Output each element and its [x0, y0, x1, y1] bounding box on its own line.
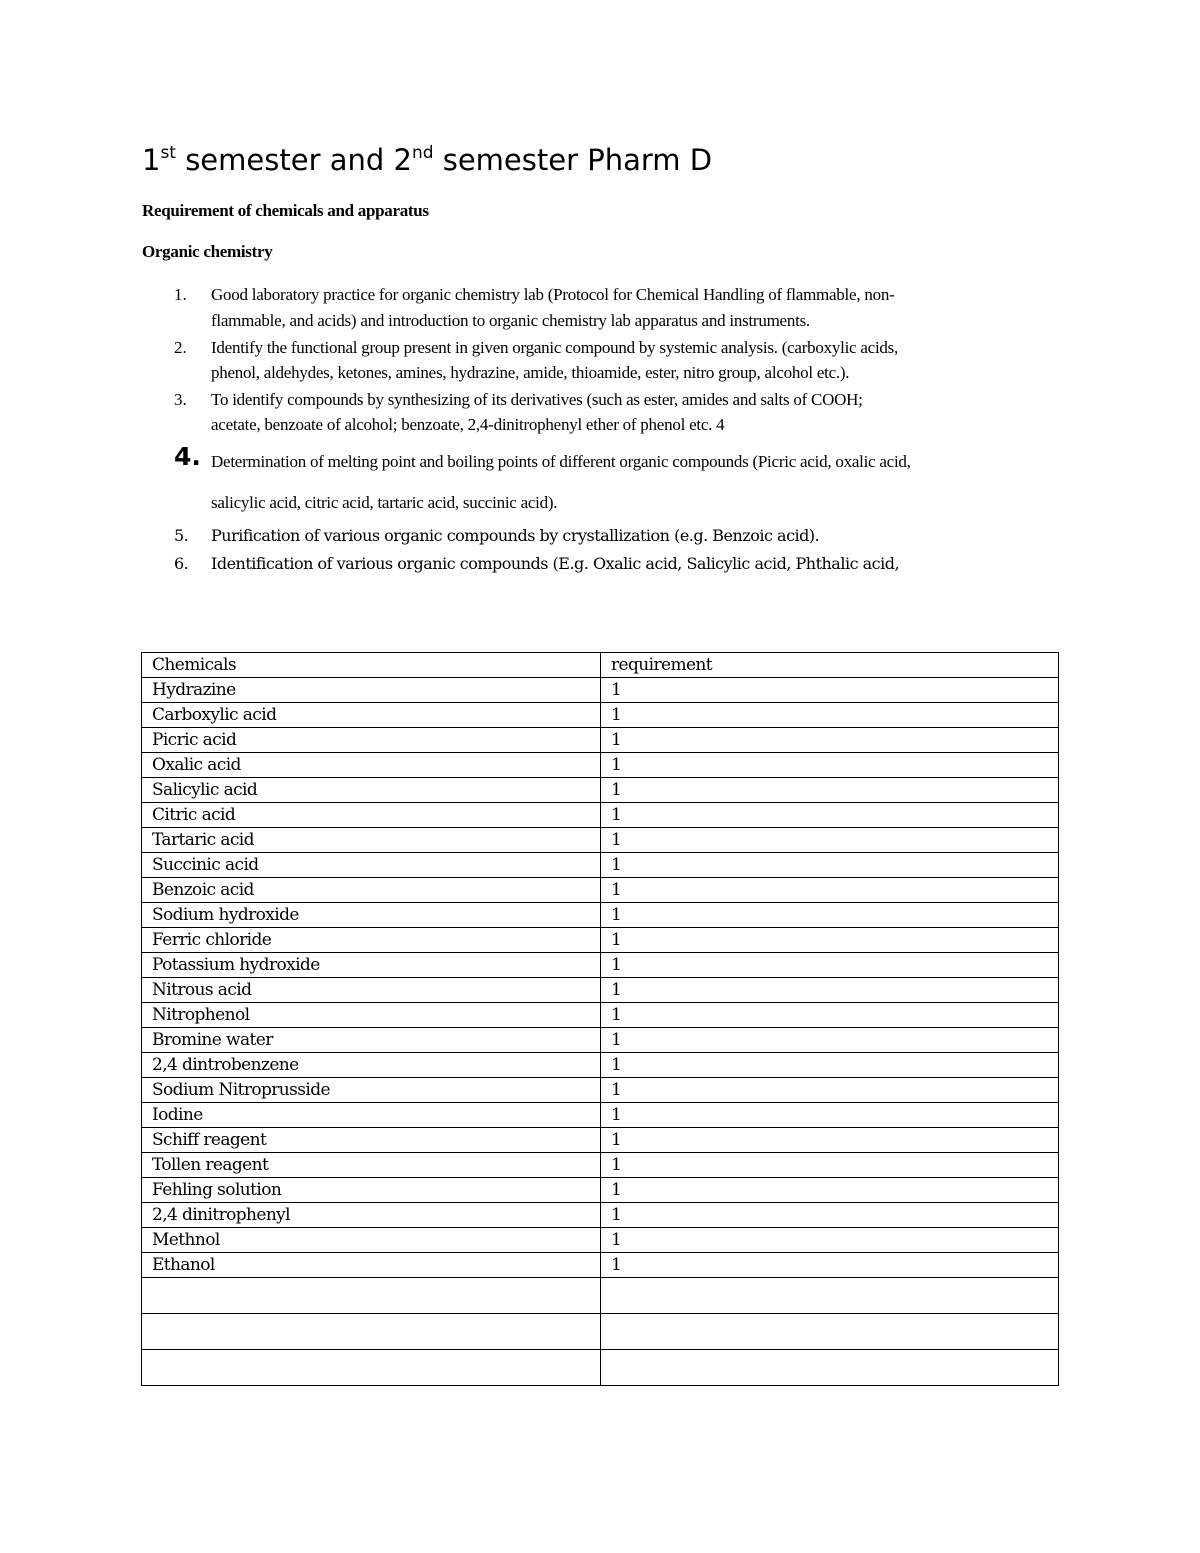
requirement-cell: 1 [601, 678, 1059, 703]
page-title: 1st semester and 2nd semester Pharm D [142, 143, 713, 177]
requirement-cell: 1 [601, 928, 1059, 953]
requirement-heading: Requirement of chemicals and apparatus [142, 201, 429, 220]
table-row [142, 1128, 1059, 1153]
requirement-cell: 1 [601, 803, 1059, 828]
requirement-cell: 1 [601, 1103, 1059, 1128]
requirement-cell: 1 [601, 1028, 1059, 1053]
requirement-cell: 1 [601, 903, 1059, 928]
table-row [142, 853, 1059, 878]
table-row [142, 878, 1059, 903]
requirement-cell: 1 [601, 778, 1059, 803]
requirement-cell: 1 [601, 1153, 1059, 1178]
requirement-cell: 1 [601, 1203, 1059, 1228]
table-row [142, 703, 1059, 728]
table-row [142, 978, 1059, 1003]
table-row [142, 1228, 1059, 1253]
list-item-text: salicylic acid, citric acid, tartaric acid, succinic acid). [211, 493, 558, 512]
requirement-cell [601, 1350, 1059, 1386]
chemical-name-cell: Benzoic acid [142, 878, 601, 903]
chemical-name-cell: Nitrophenol [142, 1003, 601, 1028]
requirement-cell: 1 [601, 878, 1059, 903]
list-item-text: flammable, and acids) and introduction to organic chemistry lab apparatus and instruments. [211, 311, 810, 330]
table-row [142, 1350, 1059, 1386]
requirement-cell [601, 1278, 1059, 1314]
table-row [142, 928, 1059, 953]
requirement-cell: 1 [601, 1078, 1059, 1103]
chemical-name-cell: Picric acid [142, 728, 601, 753]
requirement-cell: 1 [601, 703, 1059, 728]
table-row [142, 828, 1059, 853]
chemical-name-cell: Tartaric acid [142, 828, 601, 853]
table-row [142, 678, 1059, 703]
chemical-name-cell: Salicylic acid [142, 778, 601, 803]
table-row [142, 778, 1059, 803]
requirement-cell: 1 [601, 1253, 1059, 1278]
chemical-name-cell: Carboxylic acid [142, 703, 601, 728]
table-row [142, 903, 1059, 928]
list-item-number: 6. [174, 554, 189, 573]
chemical-name-cell: Tollen reagent [142, 1153, 601, 1178]
chemical-name-cell: Succinic acid [142, 853, 601, 878]
table-row [142, 1203, 1059, 1228]
table-row [142, 1053, 1059, 1078]
chemical-name-cell: 2,4 dinitrophenyl [142, 1203, 601, 1228]
list-item-text: Determination of melting point and boiling points of different organic compounds (Picric acid, oxalic acid, [211, 452, 911, 471]
chemical-name-cell: Bromine water [142, 1028, 601, 1053]
requirement-cell: 1 [601, 1128, 1059, 1153]
requirement-cell: 1 [601, 853, 1059, 878]
list-item-text: Purification of various organic compounds by crystallization (e.g. Benzoic acid). [211, 526, 820, 545]
list-item-text: To identify compounds by synthesizing of its derivatives (such as ester, amides and salts of COOH; [211, 390, 863, 409]
requirement-cell: 1 [601, 1053, 1059, 1078]
requirement-cell: 1 [601, 1003, 1059, 1028]
table-row [142, 1003, 1059, 1028]
requirement-cell: 1 [601, 753, 1059, 778]
table-row [142, 953, 1059, 978]
chemical-name-cell: 2,4 dintrobenzene [142, 1053, 601, 1078]
list-item-text: Identify the functional group present in given organic compound by systemic analysis. (carboxylic acids, [211, 338, 899, 357]
chemical-name-cell: Iodine [142, 1103, 601, 1128]
table-row [142, 1178, 1059, 1203]
requirement-cell: 1 [601, 1228, 1059, 1253]
requirement-cell: 1 [601, 1178, 1059, 1203]
table-row [142, 1314, 1059, 1350]
chemical-name-cell: Hydrazine [142, 678, 601, 703]
table-row [142, 1078, 1059, 1103]
list-item-number: 3. [174, 390, 187, 409]
list-item-number: 2. [174, 338, 187, 357]
requirement-cell: 1 [601, 728, 1059, 753]
chemical-name-cell [142, 1314, 601, 1350]
chemical-name-cell: Sodium hydroxide [142, 903, 601, 928]
list-item-text: phenol, aldehydes, ketones, amines, hydrazine, amide, thioamide, ester, nitro group, alcohol etc.). [211, 363, 850, 382]
requirement-cell [601, 1314, 1059, 1350]
section-heading: Organic chemistry [142, 242, 273, 261]
chemical-name-cell: Nitrous acid [142, 978, 601, 1003]
column-header-chemicals: Chemicals [142, 653, 601, 678]
table-row [142, 1253, 1059, 1278]
chemical-name-cell: Schiff reagent [142, 1128, 601, 1153]
list-item-number: 1. [174, 285, 187, 304]
table-row [142, 1153, 1059, 1178]
table-row [142, 1028, 1059, 1053]
chemical-name-cell [142, 1278, 601, 1314]
list-item-number: 5. [174, 526, 189, 545]
list-item-text: Identification of various organic compounds (E.g. Oxalic acid, Salicylic acid, Phthalic acid, [211, 554, 900, 573]
requirement-cell: 1 [601, 828, 1059, 853]
table-row [142, 1103, 1059, 1128]
chemical-name-cell: Ethanol [142, 1253, 601, 1278]
table-header-row [142, 653, 1059, 678]
table-row [142, 728, 1059, 753]
column-header-requirement: requirement [601, 653, 1059, 678]
chemical-name-cell [142, 1350, 601, 1386]
chemicals-table [141, 652, 1059, 1386]
list-item-number: 4. [174, 442, 201, 471]
chemical-name-cell: Sodium Nitroprusside [142, 1078, 601, 1103]
list-item-text: Good laboratory practice for organic chemistry lab (Protocol for Chemical Handling of flammable, non- [211, 285, 895, 304]
list-item-text: acetate, benzoate of alcohol; benzoate, 2,4-dinitrophenyl ether of phenol etc. 4 [211, 415, 725, 434]
table-row [142, 803, 1059, 828]
chemical-name-cell: Oxalic acid [142, 753, 601, 778]
chemical-name-cell: Citric acid [142, 803, 601, 828]
chemical-name-cell: Ferric chloride [142, 928, 601, 953]
table-row [142, 753, 1059, 778]
table-row [142, 1278, 1059, 1314]
requirement-cell: 1 [601, 978, 1059, 1003]
chemical-name-cell: Methnol [142, 1228, 601, 1253]
chemical-name-cell: Potassium hydroxide [142, 953, 601, 978]
chemical-name-cell: Fehling solution [142, 1178, 601, 1203]
requirement-cell: 1 [601, 953, 1059, 978]
